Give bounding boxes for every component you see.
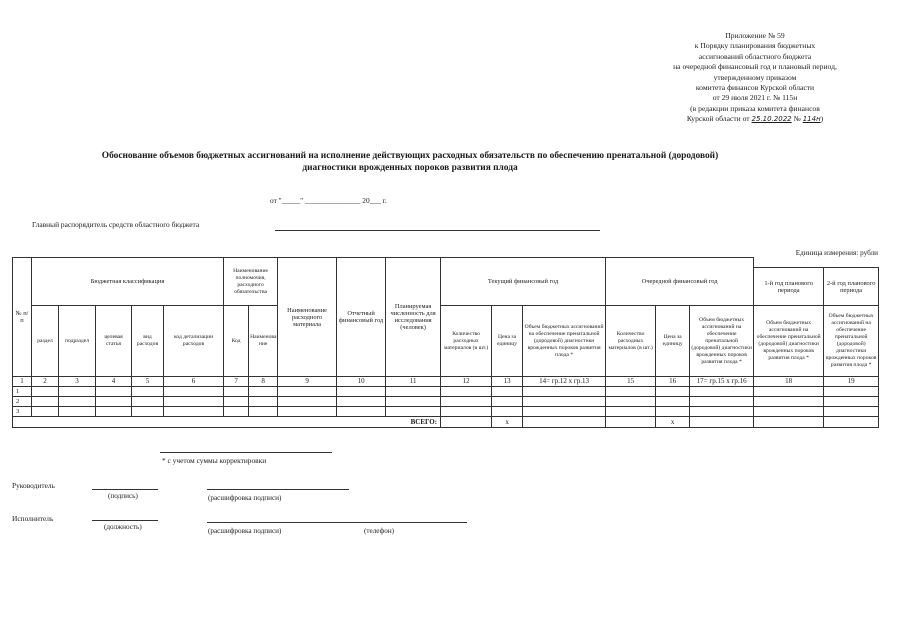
table-cell[interactable] bbox=[606, 387, 656, 397]
table-cell[interactable] bbox=[164, 387, 224, 397]
col-number: 6 bbox=[164, 377, 224, 387]
title-line-1: Обоснование объемов бюджетных ассигнований на исполнение действующих расходных обязательств по обеспечению пренатальной (дородовой) bbox=[101, 151, 719, 161]
table-cell[interactable] bbox=[224, 407, 249, 417]
distributor-fill-line[interactable] bbox=[275, 230, 600, 231]
header-current-year: Текущий финансовый год bbox=[441, 258, 606, 306]
col-number: 1 bbox=[13, 377, 32, 387]
table-cell[interactable] bbox=[278, 407, 337, 417]
col-number: 8 bbox=[249, 377, 278, 387]
table-row bbox=[13, 397, 879, 407]
table-cell[interactable] bbox=[278, 397, 337, 407]
header-next-col: Цена за единицу bbox=[656, 306, 690, 377]
appendix-last-suffix: ) bbox=[820, 114, 824, 124]
table-cell[interactable] bbox=[59, 387, 96, 397]
col-number: 2 bbox=[32, 377, 59, 387]
table-cell[interactable] bbox=[337, 397, 386, 407]
header-plan2: 2-й год планового периода bbox=[824, 268, 879, 306]
col-number: 18 bbox=[754, 377, 824, 387]
table-cell[interactable] bbox=[492, 397, 523, 407]
table-cell[interactable] bbox=[754, 407, 824, 417]
head-label: Руководитель bbox=[12, 481, 55, 490]
header-report-year: Отчетный финансовый год bbox=[337, 258, 386, 377]
table-cell[interactable] bbox=[224, 397, 249, 407]
total-cell[interactable] bbox=[824, 417, 879, 428]
col-number: 19 bbox=[824, 377, 879, 387]
col-number: 17= гр.15 х гр.16 bbox=[690, 377, 754, 387]
header-next-year: Очередной финансовый год bbox=[606, 258, 754, 306]
table-cell[interactable] bbox=[164, 407, 224, 417]
total-cell[interactable] bbox=[754, 417, 824, 428]
header-material: Наименование расходного материала bbox=[278, 258, 337, 377]
table-cell[interactable] bbox=[96, 397, 132, 407]
table-cell[interactable] bbox=[824, 407, 879, 417]
total-label: ВСЕГО: bbox=[13, 417, 441, 428]
table-cell[interactable] bbox=[656, 397, 690, 407]
col-number: 14= гр.12 х гр.13 bbox=[523, 377, 606, 387]
executor-position-line[interactable] bbox=[92, 520, 158, 521]
col-number: 9 bbox=[278, 377, 337, 387]
table-cell[interactable] bbox=[492, 407, 523, 417]
col-number: 4 bbox=[96, 377, 132, 387]
table-cell[interactable] bbox=[59, 397, 96, 407]
table-cell[interactable] bbox=[523, 407, 606, 417]
header-next-col: Объем бюджетных ассигнований на обеспечение пренатальной (дородовой) диагностики врожденных пороков развития плода * bbox=[690, 306, 754, 377]
table-cell[interactable] bbox=[824, 387, 879, 397]
distributor-label: Главный распорядитель средств областного бюджета bbox=[32, 220, 200, 229]
col-number: 5 bbox=[132, 377, 164, 387]
table-cell[interactable] bbox=[606, 407, 656, 417]
header-class-col: целевая статья bbox=[96, 306, 132, 377]
table-cell[interactable] bbox=[164, 397, 224, 407]
table-cell[interactable] bbox=[132, 407, 164, 417]
table-cell[interactable] bbox=[690, 407, 754, 417]
col-number: 15 bbox=[606, 377, 656, 387]
executor-name-phone-line[interactable] bbox=[207, 522, 467, 523]
table-cell[interactable] bbox=[337, 387, 386, 397]
header-current-col: Цена за единицу bbox=[492, 306, 523, 377]
header-plan1: 1-й год планового периода bbox=[754, 268, 824, 306]
footnote: * с учетом суммы корректировки bbox=[162, 456, 267, 465]
table-cell[interactable] bbox=[492, 387, 523, 397]
appendix-last-prefix: Курской области от bbox=[686, 114, 750, 124]
table-cell[interactable] bbox=[249, 407, 278, 417]
head-signature-line[interactable] bbox=[92, 489, 158, 490]
table-cell[interactable] bbox=[606, 397, 656, 407]
table-cell[interactable] bbox=[441, 387, 492, 397]
table-cell[interactable] bbox=[441, 407, 492, 417]
header-name-col: Код bbox=[224, 306, 249, 377]
table-cell[interactable] bbox=[386, 407, 441, 417]
total-row bbox=[13, 417, 879, 428]
head-name-caption: (расшифровка подписи) bbox=[208, 494, 282, 502]
row-number: 2 bbox=[13, 397, 32, 407]
table-cell[interactable] bbox=[132, 397, 164, 407]
executor-position-caption: (должность) bbox=[104, 523, 142, 531]
header-plan2-sub: Объем бюджетных ассигнований на обеспечение пренатальной (дородовой) диагностики врожденных пороков развития плода * bbox=[824, 306, 879, 377]
table-row bbox=[13, 387, 879, 397]
appendix-line: комитета финансов Курской области bbox=[695, 83, 815, 93]
header-current-col: Количество расходных материалов (в шт.) bbox=[441, 306, 492, 377]
table-cell[interactable] bbox=[278, 387, 337, 397]
table-cell[interactable] bbox=[690, 397, 754, 407]
table-cell[interactable] bbox=[249, 397, 278, 407]
row-number: 3 bbox=[13, 407, 32, 417]
col-number: 12 bbox=[441, 377, 492, 387]
row-number: 1 bbox=[13, 387, 32, 397]
header-spacer bbox=[754, 258, 824, 268]
table-cell[interactable] bbox=[59, 407, 96, 417]
header-current-col: Объем бюджетных ассигнований на обеспечение пренатальной (дородовой) диагностики врожденных пороков развития плода * bbox=[523, 306, 606, 377]
total-cell[interactable] bbox=[606, 417, 656, 428]
appendix-line-last bbox=[640, 114, 870, 124]
table-cell[interactable] bbox=[386, 387, 441, 397]
column-numbers-row bbox=[13, 377, 879, 387]
appendix-block bbox=[640, 31, 870, 125]
executor-phone-caption: (телефон) bbox=[364, 527, 395, 535]
header-budget-class: Бюджетная классификация bbox=[32, 258, 224, 306]
head-signature-caption: (подпись) bbox=[108, 492, 138, 500]
appendix-no-label: № bbox=[793, 114, 801, 124]
col-number: 3 bbox=[59, 377, 96, 387]
col-number: 11 bbox=[386, 377, 441, 387]
head-name-line[interactable] bbox=[207, 489, 349, 490]
table-cell[interactable] bbox=[754, 397, 824, 407]
header-class-col: вид расходов bbox=[132, 306, 164, 377]
table-cell[interactable] bbox=[523, 397, 606, 407]
header-class-col: раздел bbox=[32, 306, 59, 377]
header-next-col: Количество расходных материалов (в шт.) bbox=[606, 306, 656, 377]
appendix-line: ассигнований областного бюджета bbox=[698, 51, 812, 61]
handwritten-date: 25.10.2022 bbox=[751, 115, 792, 124]
table-cell[interactable] bbox=[337, 407, 386, 417]
total-x-mark: x bbox=[492, 417, 523, 428]
document-title bbox=[20, 150, 800, 174]
table-cell[interactable] bbox=[656, 407, 690, 417]
header-name-group: Наименование полномочия, расходного обязательства bbox=[224, 258, 278, 306]
unit-label: Единица измерения: рубли bbox=[795, 249, 878, 257]
total-cell[interactable] bbox=[441, 417, 492, 428]
table-cell[interactable] bbox=[656, 387, 690, 397]
col-number: 13 bbox=[492, 377, 523, 387]
justification-table bbox=[12, 257, 879, 428]
table-cell[interactable] bbox=[32, 397, 59, 407]
table-cell[interactable] bbox=[386, 397, 441, 407]
appendix-line: от 29 июля 2021 г. № 115н bbox=[712, 93, 798, 103]
total-cell[interactable] bbox=[523, 417, 606, 428]
appendix-line: утвержденному приказом bbox=[713, 72, 797, 82]
total-cell[interactable] bbox=[690, 417, 754, 428]
executor-name-caption: (расшифровка подписи) bbox=[208, 527, 282, 535]
date-line: от "_____" _______________ 20___ г. bbox=[270, 196, 387, 205]
table-cell[interactable] bbox=[132, 387, 164, 397]
header-planned-count: Планируемая численность для исследования (человек) bbox=[386, 258, 441, 377]
header-name-col: Наименова ние bbox=[249, 306, 278, 377]
table-cell[interactable] bbox=[523, 387, 606, 397]
header-spacer bbox=[824, 258, 879, 268]
footnote-divider bbox=[160, 452, 332, 453]
title-line-2: диагностики врожденных пороков развития плода bbox=[302, 163, 518, 173]
table-cell[interactable] bbox=[32, 407, 59, 417]
appendix-line: Приложение № 59 bbox=[725, 31, 785, 40]
table-cell[interactable] bbox=[441, 397, 492, 407]
col-number: 16 bbox=[656, 377, 690, 387]
appendix-line: к Порядку планирования бюджетных bbox=[694, 41, 816, 51]
col-number: 7 bbox=[224, 377, 249, 387]
header-class-col: код детализации расходов bbox=[164, 306, 224, 377]
table-cell[interactable] bbox=[32, 387, 59, 397]
handwritten-number: 114н bbox=[802, 115, 821, 124]
table-cell[interactable] bbox=[690, 387, 754, 397]
table-cell[interactable] bbox=[824, 397, 879, 407]
table-cell[interactable] bbox=[754, 387, 824, 397]
table-cell[interactable] bbox=[96, 387, 132, 397]
col-number: 10 bbox=[337, 377, 386, 387]
table-cell[interactable] bbox=[249, 387, 278, 397]
header-class-col: подраздел bbox=[59, 306, 96, 377]
appendix-line: (в редакции приказа комитета финансов bbox=[690, 103, 820, 113]
header-num: № п/п bbox=[13, 258, 32, 377]
executor-label: Исполнитель bbox=[12, 514, 54, 523]
appendix-line: на очередной финансовый год и плановый период, bbox=[673, 62, 837, 72]
total-x-mark: x bbox=[656, 417, 690, 428]
header-plan1-sub: Объем бюджетных ассигнований на обеспечение пренатальной (дородовой) диагностики врожденных пороков развития плода * bbox=[754, 306, 824, 377]
table-row bbox=[13, 407, 879, 417]
table-cell[interactable] bbox=[96, 407, 132, 417]
table-cell[interactable] bbox=[224, 387, 249, 397]
